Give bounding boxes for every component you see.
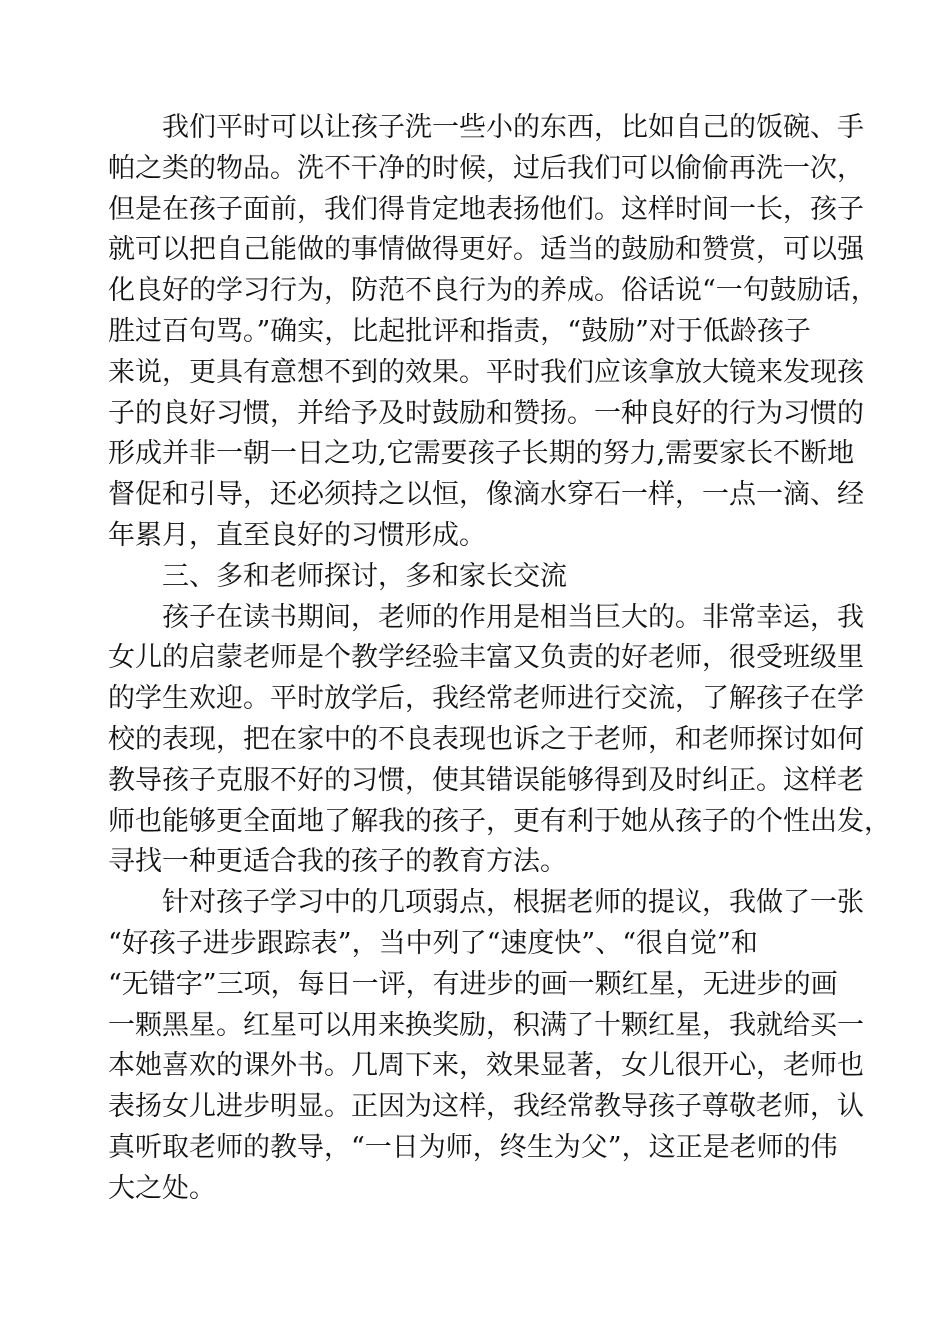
text-line: 真听取老师的教导，“一日为师，终生为父”，这正是老师的伟 [108, 1131, 838, 1163]
text-line: 我们平时可以让孩子洗一些小的东西，比如自己的饭碗、手 [162, 112, 864, 143]
text-line: 督促和引导，还必须持之以恒，像滴水穿石一样，一点一滴、经 [108, 479, 864, 511]
text-line: 的学生欢迎。平时放学后，我经常老师进行交流，了解孩子在学 [108, 683, 864, 715]
text-line: 教导孩子克服不好的习惯，使其错误能够得到及时纠正。这样老 [108, 764, 864, 796]
text-line: 针对孩子学习中的几项弱点，根据老师的提议，我做了一张 [162, 887, 864, 919]
text-line: “无错字”三项，每日一评，有进步的画一颗红星，无进步的画 [108, 968, 838, 1000]
text-line: 年累月，直至良好的习惯形成。 [108, 519, 486, 551]
text-line: 大之处。 [108, 1172, 216, 1204]
text-line: 形成并非一朝一日之功,它需要孩子长期的努力,需要家长不断地 [108, 438, 855, 470]
text-line: 就可以把自己能做的事情做得更好。适当的鼓励和赞赏，可以强 [108, 234, 864, 266]
text-line: 女儿的启蒙老师是个教学经验丰富又负责的好老师，很受班级里 [108, 642, 864, 674]
text-line: 校的表现，把在家中的不良表现也诉之于老师，和老师探讨如何 [108, 723, 864, 755]
text-line: 一颗黑星。红星可以用来换奖励，积满了十颗红星，我就给买一 [108, 1009, 864, 1041]
text-line: 表扬女儿进步明显。正因为这样，我经常教导孩子尊敬老师，认 [108, 1091, 864, 1123]
text-line: 孩子在读书期间，老师的作用是相当巨大的。非常幸运，我 [162, 601, 864, 633]
document-body [108, 108, 891, 1210]
text-line: 胜过百句骂。”确实，比起批评和指责，“鼓励”对于低龄孩子 [108, 315, 811, 347]
text-line: 但是在孩子面前，我们得肯定地表扬他们。这样时间一长，孩子 [108, 193, 864, 225]
text-line: “好孩子进步跟踪表”，当中列了“速度快”、“很自觉”和 [108, 927, 758, 959]
section-heading: 三、多和老师探讨，多和家长交流 [162, 560, 567, 592]
text-line: 帕之类的物品。洗不干净的时候，过后我们可以偷偷再洗一次， [108, 152, 864, 184]
text-line: 师也能够更全面地了解我的孩子，更有利于她从孩子的个性出发， [108, 805, 891, 837]
text-line: 寻找一种更适合我的孩子的教育方法。 [108, 846, 567, 878]
text-line: 子的良好习惯，并给予及时鼓励和赞扬。一种良好的行为习惯的 [108, 397, 864, 429]
text-line: 化良好的学习行为，防范不良行为的养成。俗话说“一句鼓励话， [108, 275, 878, 307]
text-line: 来说，更具有意想不到的效果。平时我们应该拿放大镜来发现孩 [108, 356, 864, 388]
text-line: 本她喜欢的课外书。几周下来，效果显著，女儿很开心，老师也 [108, 1050, 864, 1082]
